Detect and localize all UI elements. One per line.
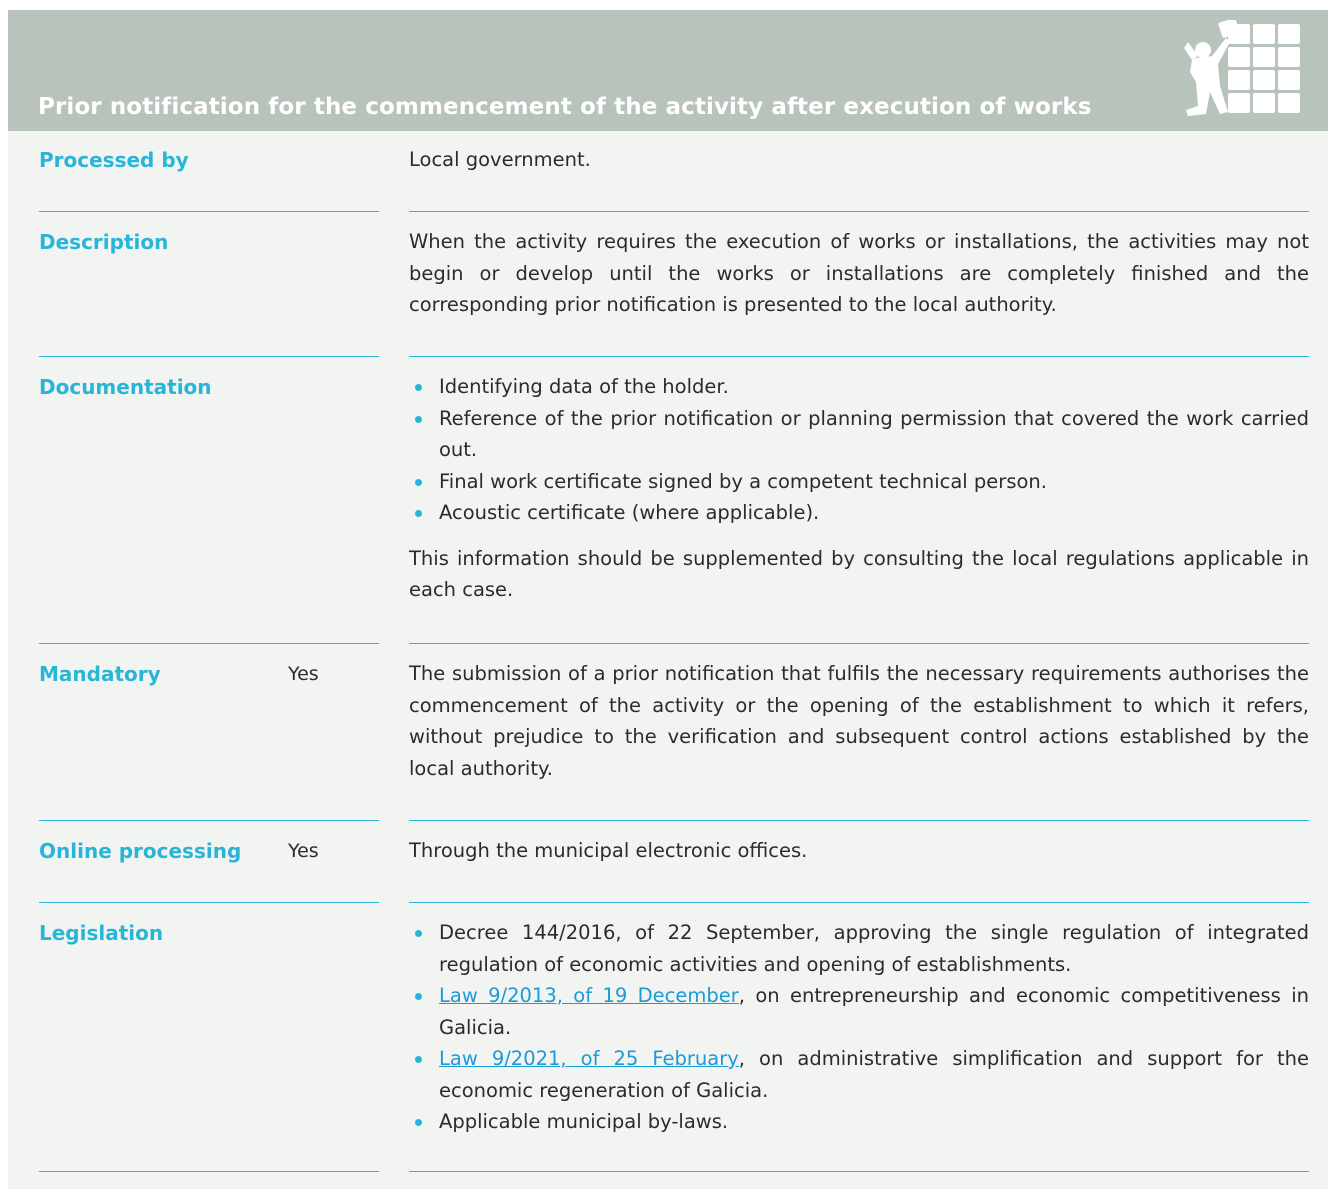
divider <box>39 1171 379 1172</box>
divider <box>409 211 1309 212</box>
divider <box>39 820 379 821</box>
divider <box>39 356 379 357</box>
divider <box>409 902 1309 903</box>
description-label: Description <box>39 230 169 254</box>
divider <box>39 902 379 903</box>
online-processing-label: Online processing <box>39 839 242 863</box>
divider <box>409 1171 1309 1172</box>
mandatory-paragraph: The submission of a prior notification that fulfils the necessary requirements authorises the commencement of the activity or the opening of the establishment to which it refers, without prejudice to the verification and subsequent control actions established by the local authority. <box>409 662 1309 780</box>
documentation-note: This information should be supplemented by consulting the local regulations applicable in each case. <box>409 546 1309 601</box>
page-title: Prior notification for the commencement of the activity after execution of works <box>38 94 1092 120</box>
list-item: Decree 144/2016, of 22 September, approving the single regulation of integrated regulation of economic activities and opening of establishments. <box>409 917 1309 980</box>
procedure-sheet <box>8 10 1328 1189</box>
processed-by-text <box>409 144 1309 176</box>
online-processing-text <box>409 835 1309 867</box>
divider <box>39 211 379 212</box>
list-item <box>409 980 1309 1043</box>
law-9-2013-link[interactable]: Law 9/2013, of 19 December <box>439 984 739 1007</box>
list-item: Acoustic certificate (where applicable). <box>409 497 1309 529</box>
description-paragraph: When the activity requires the execution of works or installations, the activities may not begin or develop until the works or installations are completely finished and the corresponding prior notification is presented to the local authority. <box>409 230 1309 316</box>
list-item: Reference of the prior notification or planning permission that covered the work carried out. <box>409 403 1309 466</box>
law-9-2013-description: , on entrepreneurship and economic competitiveness in Galicia. <box>439 984 1309 1039</box>
legislation-list <box>409 917 1309 1138</box>
documentation-list <box>409 371 1309 529</box>
header-banner <box>8 10 1328 131</box>
law-9-2021-description: , on administrative simplification and support for the economic regeneration of Galicia. <box>439 1047 1309 1102</box>
divider <box>409 356 1309 357</box>
list-item <box>409 1043 1309 1106</box>
documentation-text <box>409 371 1309 606</box>
law-9-2021-link[interactable]: Law 9/2021, of 25 February <box>439 1047 739 1070</box>
online-processing-paragraph: Through the municipal electronic offices. <box>409 839 808 862</box>
processed-by-value: Local government. <box>409 148 591 171</box>
description-text <box>409 226 1309 321</box>
documentation-label: Documentation <box>39 375 212 399</box>
legislation-text <box>409 917 1309 1138</box>
mandatory-value: Yes <box>288 663 319 685</box>
mandatory-text <box>409 658 1309 784</box>
divider <box>39 643 379 644</box>
list-item: Identifying data of the holder. <box>409 371 1309 403</box>
divider <box>409 643 1309 644</box>
online-processing-value: Yes <box>288 840 319 862</box>
divider <box>409 820 1309 821</box>
legislation-label: Legislation <box>39 921 164 945</box>
list-item: Applicable municipal by-laws. <box>409 1106 1309 1138</box>
list-item: Final work certificate signed by a competent technical person. <box>409 466 1309 498</box>
mandatory-label: Mandatory <box>39 662 161 686</box>
person-building-blocks-icon <box>1176 20 1316 132</box>
processed-by-label: Processed by <box>39 148 189 172</box>
